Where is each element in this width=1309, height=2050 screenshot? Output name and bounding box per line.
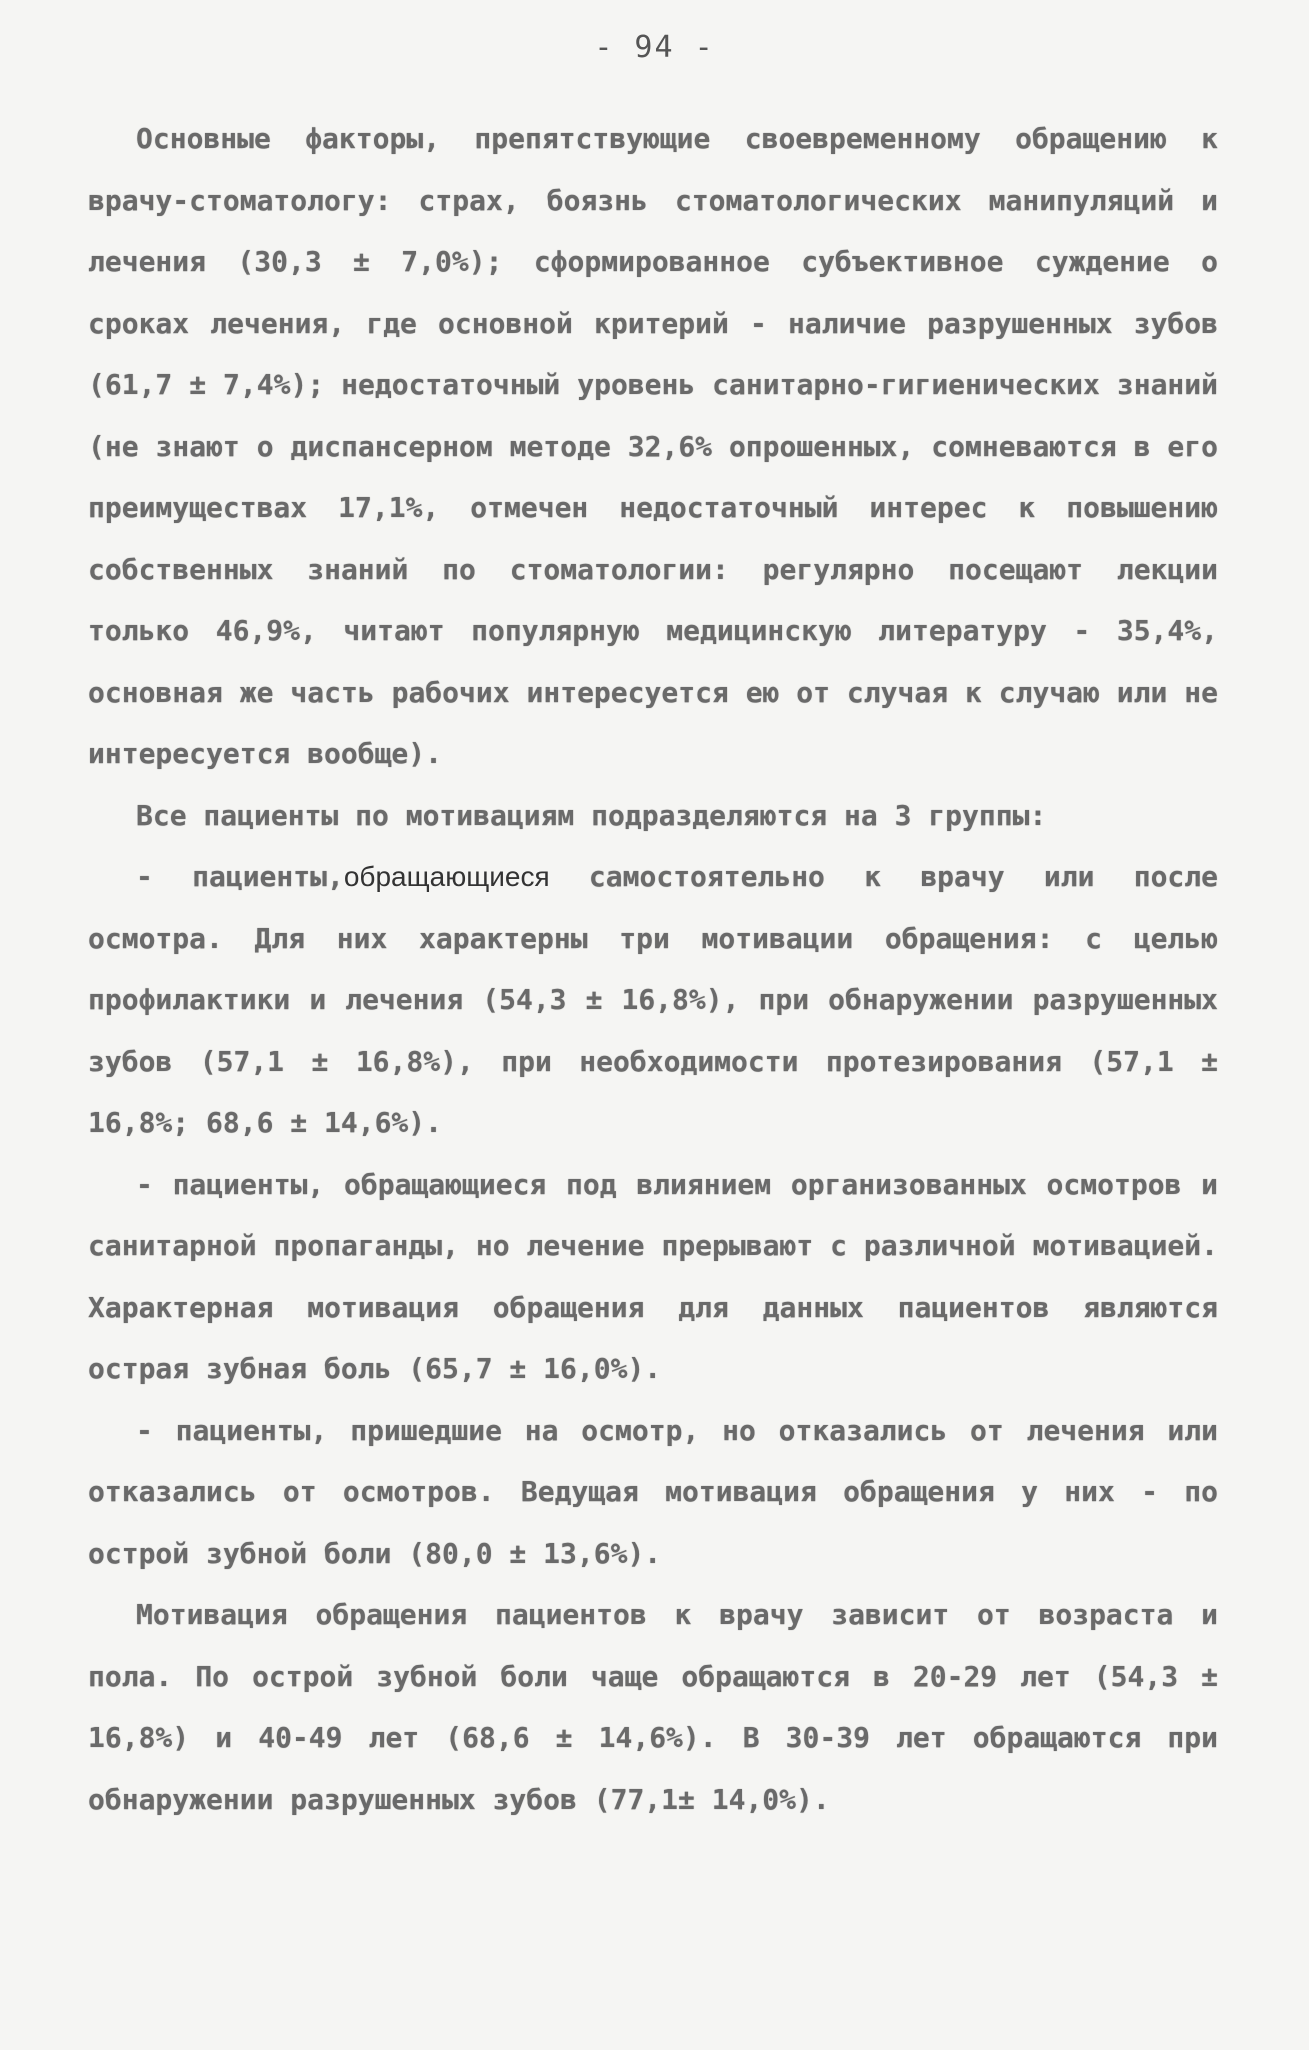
paragraph-group-3: - пациенты, пришедшие на осмотр, но отказались от лечения или отказались от осмотров. Ведущая мотивация обращения у них - по острой зубной боли (80,0 ± 13,6%). (88, 1413, 1218, 1570)
group-1-inline-word: обращающиеся (343, 861, 550, 892)
paragraph-age-sex: Мотивация обращения пациентов к врачу зависит от возраста и пола. По острой зубной боли чаще обращаются в 20-29 лет (54,3 ± 16,8%) и 40-49 лет (68,6 ± 14,6%). В 30-39 лет обращаются при обнаружении разрушенных зубов (77,1± 14,0%). (88, 1598, 1218, 1816)
paragraph-groups-intro: Все пациенты по мотивациям подразделяются на 3 группы: (136, 798, 1047, 832)
body-text (88, 108, 1218, 1830)
paragraph-group-1 (88, 846, 1218, 1154)
group-1-rest: самостоятельно к врачу или после осмотра. Для них характерны три мотивации обращения: с целью профилактики и лечения (54,3 ± 16,8%), при обнаружении разрушенных зубов (57,1 ± 16,8%), при необходимости протезирования (57,1 ± 16,8%; 68,6 ± 14,6%). (88, 860, 1219, 1139)
page-number: - 94 - (594, 30, 715, 65)
group-1-lead: - пациенты, (136, 860, 344, 893)
paragraph-group-2: - пациенты, обращающиеся под влиянием организованных осмотров и санитарной пропаганды, но лечение прерывают с различной мотивацией. Характерная мотивация обращения для данных пациентов являются острая зубная боль (65,7 ± 16,0%). (88, 1167, 1218, 1385)
paragraph-barriers: Основные факторы, препятствующие своевременному обращению к врачу-стоматологу: страх, боязнь стоматологических манипуляций и лечения (30,3 ± 7,0%); сформированное субъективное суждение о сроках лечения, где основной критерий - наличие разрушенных зубов (61,7 ± 7,4%); недостаточный уровень санитарно-гигиенических знаний (не знают о диспансерном методе 32,6% опрошенных, сомневаются в его преимуществах 17,1%, отмечен недостаточный интерес к повышению собственных знаний по стоматологии: регулярно посещают лекции только 46,9%, читают популярную медицинскую литературу - 35,4%, основная же часть рабочих интересуется ею от случая к случаю или не интересуется вообще). (88, 122, 1218, 770)
